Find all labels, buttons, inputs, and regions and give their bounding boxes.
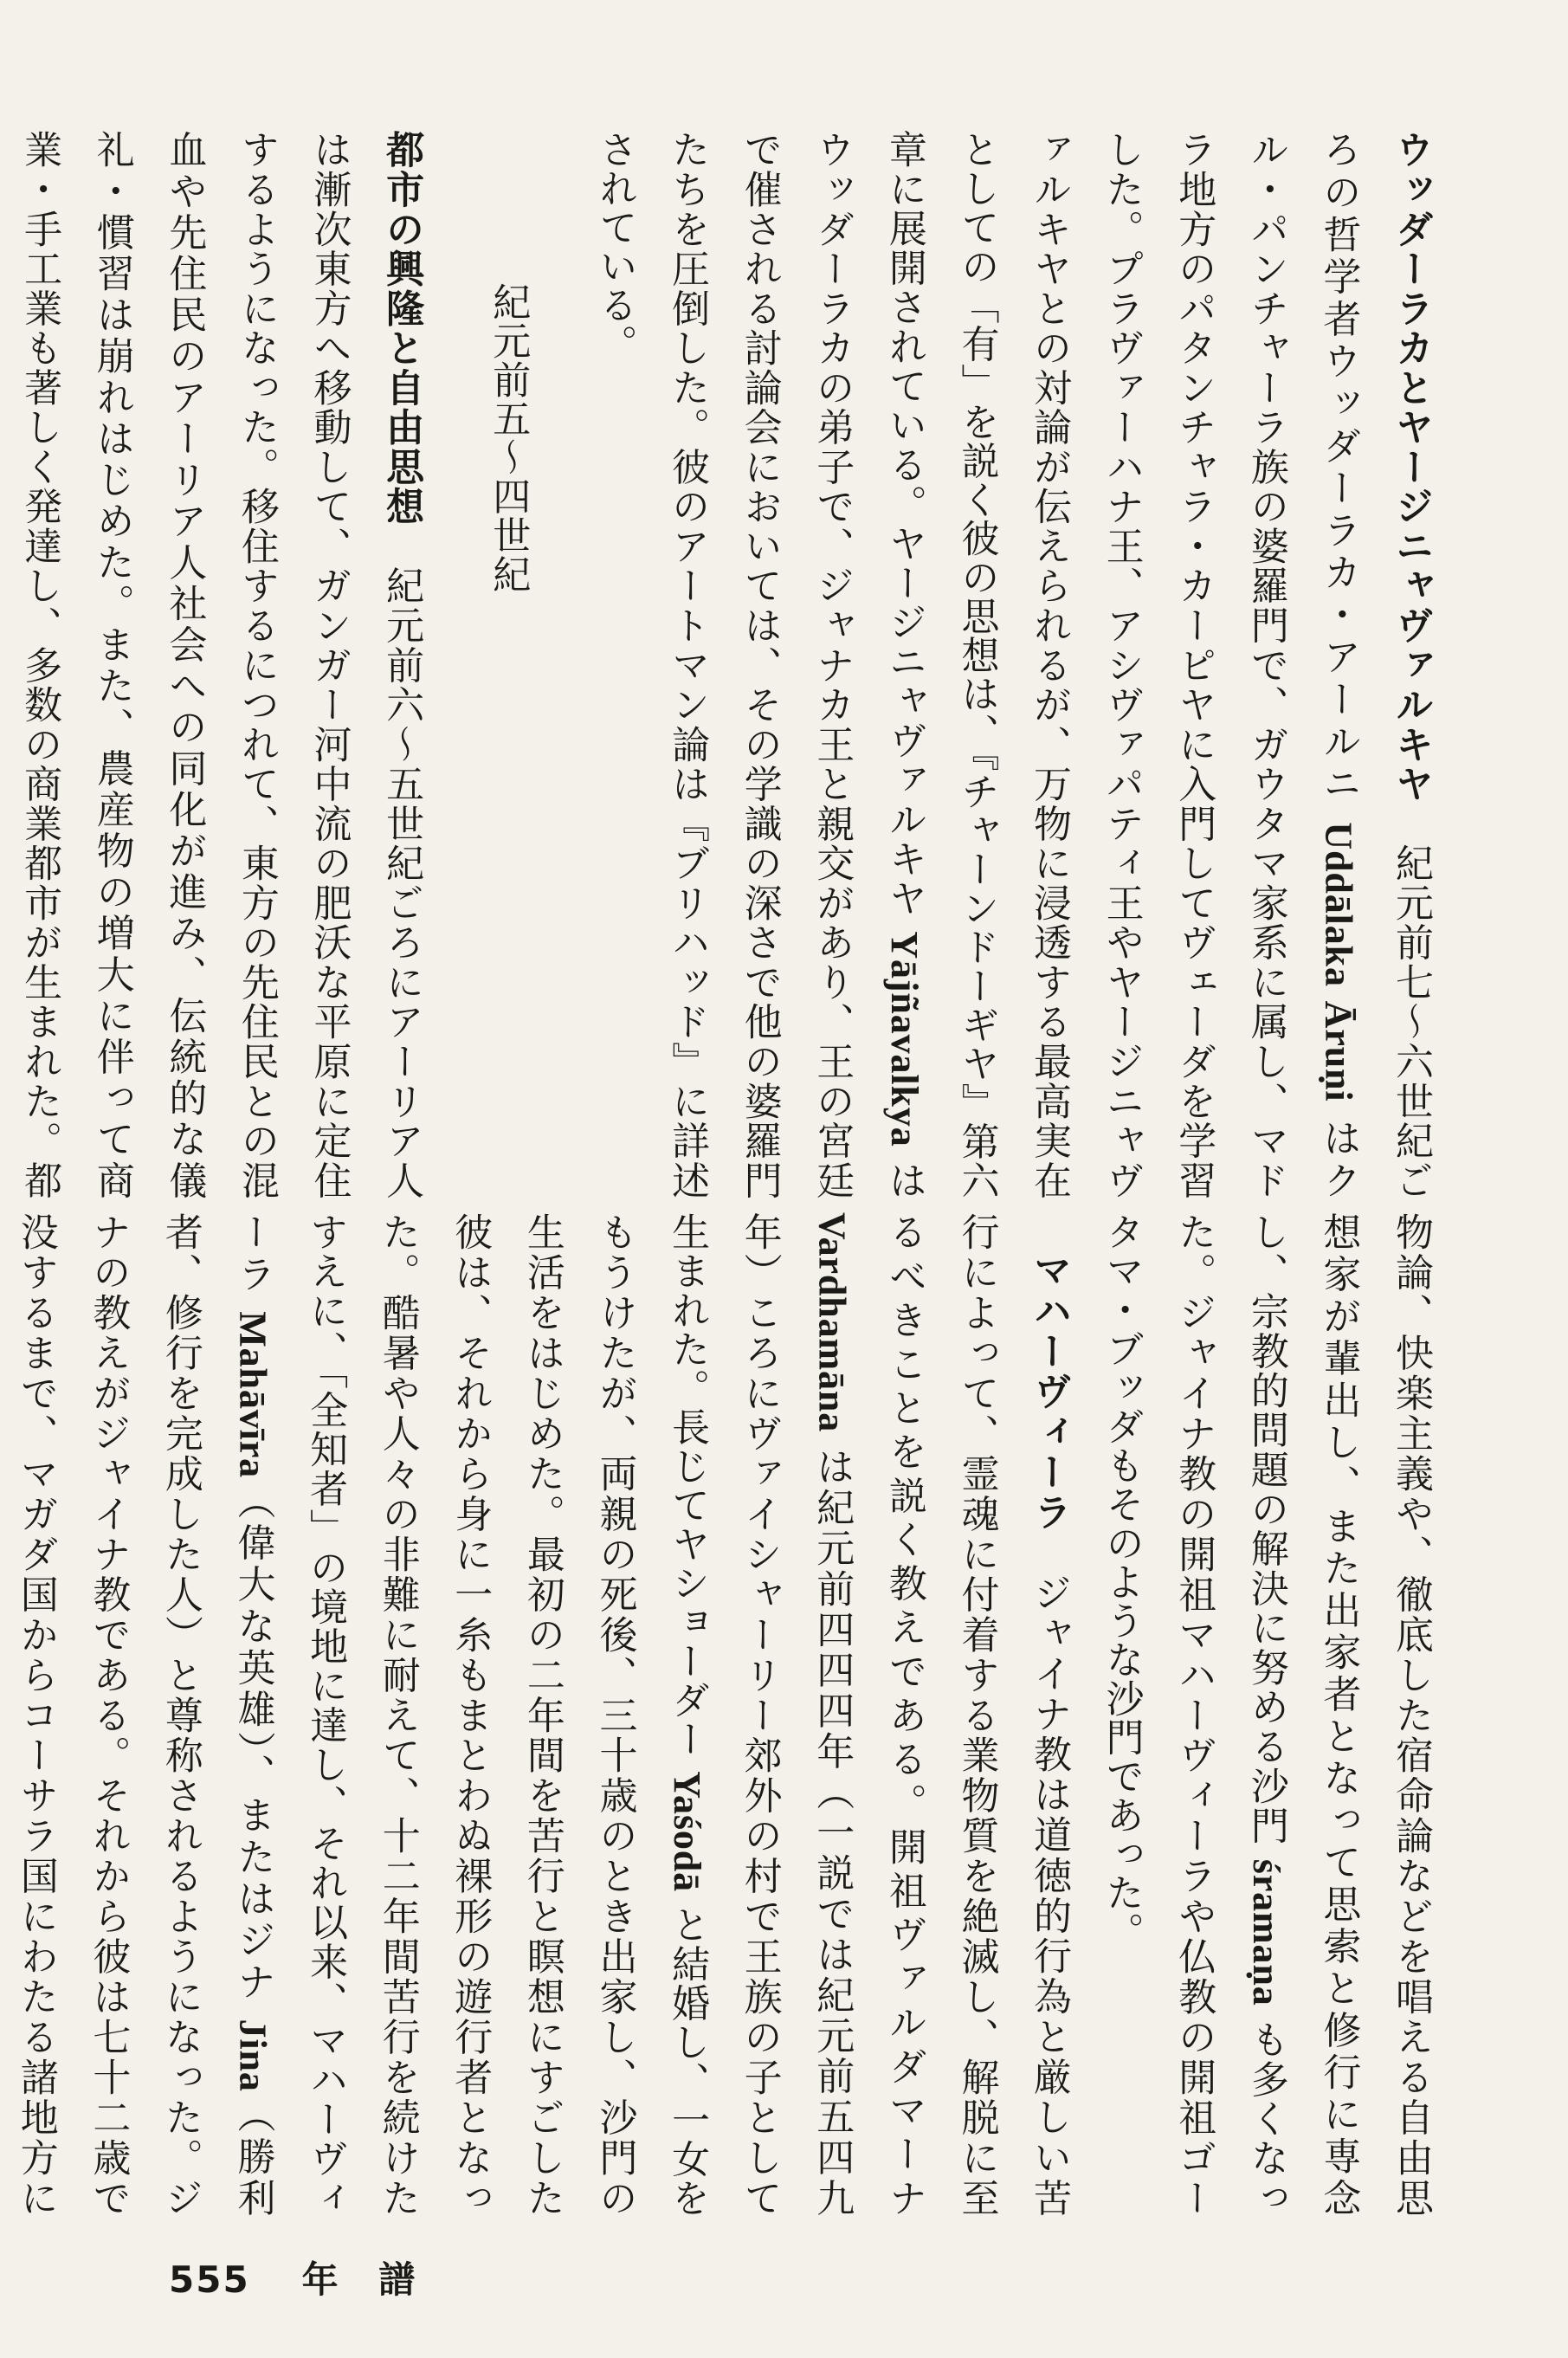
text-segment: と結婚し、一女をもうけたが、両親の死後、三十歳のとき出家し、沙門の生活をはじめた。最初の二年間を苦行と瞑想にすごした彼は、それから身に一糸もまとわぬ裸形の遊行者となった。酷暑や人々の非難に耐えて、十二年間苦行を続けたすえに、「全知者」の境地に達し、それ以来、マハーヴィーラ	[230, 1212, 710, 2218]
paragraph-cities	[0, 130, 437, 1199]
section-title: 紀元前五〜四世紀	[486, 282, 531, 594]
text-segment: （勝利者、修行を完成した人）と尊称されるようになった。ジナの教えがジャイナ教である。それから彼は七十二歳で没するまで、マガダ国からコーサラ国にわたる諸地方に	[13, 1212, 275, 2218]
heading-uddalaka-yajnavalkya: ウッダーラカとヤージニャヴァルキヤ	[1389, 130, 1433, 804]
latin-term: Yājñavalkya	[882, 931, 926, 1147]
text-segment: ジャイナ教は道徳的行為と厳しい苦行によって、霊魂に付着する業物質を絶滅し、解脱に至るべきことを説く教えである。開祖ヴァルダマーナ	[881, 1212, 1072, 2217]
text-segment: 紀元前六〜五世紀ごろにアーリア人は漸次東方へ移動して、ガンガー河中流の肥沃な平原に定住するようになった。移住するにつれて、東方の先住民との混血や先住民のアーリア人社会への同化が進み、伝統的な儀礼・慣習は崩れはじめた。また、農産物の増大に伴って商業・手工業も著しく発達し、多数の商業都市が生まれた。都	[17, 130, 424, 1199]
heading-mahavira: マハーヴィーラ	[1027, 1250, 1072, 1533]
latin-term: śramaṇa	[1244, 1858, 1287, 2006]
latin-term: Mahāvīra	[231, 1311, 274, 1479]
latin-term: Vardhamāna	[810, 1212, 854, 1433]
text-segment: （偉大な英雄）、またはジナ	[230, 1478, 275, 2019]
paragraph-uddalaka	[578, 130, 1447, 1199]
page-footer	[169, 2251, 429, 2303]
upper-text-block	[17, 130, 1447, 1200]
text-segment: はクル・パンチャーラ族の婆羅門で、ガウタマ家系に属し、マドラ地方のパタンチャラ・カーピヤに入門してヴェーダを学習した。プラヴァーハナ王、アシヴァパティ王やヤージニャヴァルキヤとの対論が伝えられるが、万物に浸透する最高実在としての「有」を説く彼の思想は、『チャーンドーギヤ』第六章に展開されている。ヤージニャヴァルキヤ	[881, 130, 1361, 1199]
heading-cities-free-thought: 都市の興隆と自由思想	[379, 130, 424, 527]
latin-term: Jina	[231, 2019, 274, 2092]
latin-term: Yaśodā	[666, 1771, 709, 1893]
text-segment: は紀元前四四四年（一説では紀元前五四九年）ころにヴァイシャーリー郊外の村で王族の子として生まれた。長じてヤショーダー	[665, 1212, 855, 2217]
running-title: 年 譜	[301, 2258, 429, 2301]
paragraph-mahavira	[0, 1212, 1085, 2217]
latin-term: Uddālaka Āruṇi	[1317, 822, 1360, 1102]
page-number: 555	[169, 2258, 250, 2301]
text-segment: 紀元前七〜六世紀ごろの哲学者ウッダーラカ・アールニ	[1316, 130, 1433, 1200]
text-segment: も多くなった。ジャイナ教の開祖マハーヴィーラや仏教の開祖ゴータマ・ブッダもそのような沙門であった。	[1099, 1212, 1288, 2217]
text-segment: はウッダーラカの弟子で、ジャナカ王と親交があり、王の宮廷で催される討論会においては、その学識の深さで他の婆羅門たちを圧倒した。彼のアートマン論は『ブリハッド』に詳述されている。	[592, 130, 926, 1200]
paragraph-continuation	[1085, 1212, 1447, 2217]
text-segment: 物論、快楽主義や、徹底した宿命論などを唱える自由思想家が輩出し、また出家者となって思索と修行に専念し、宗教的問題の解決に努める沙門	[1243, 1212, 1433, 2217]
lower-text-block	[13, 1212, 1447, 2218]
